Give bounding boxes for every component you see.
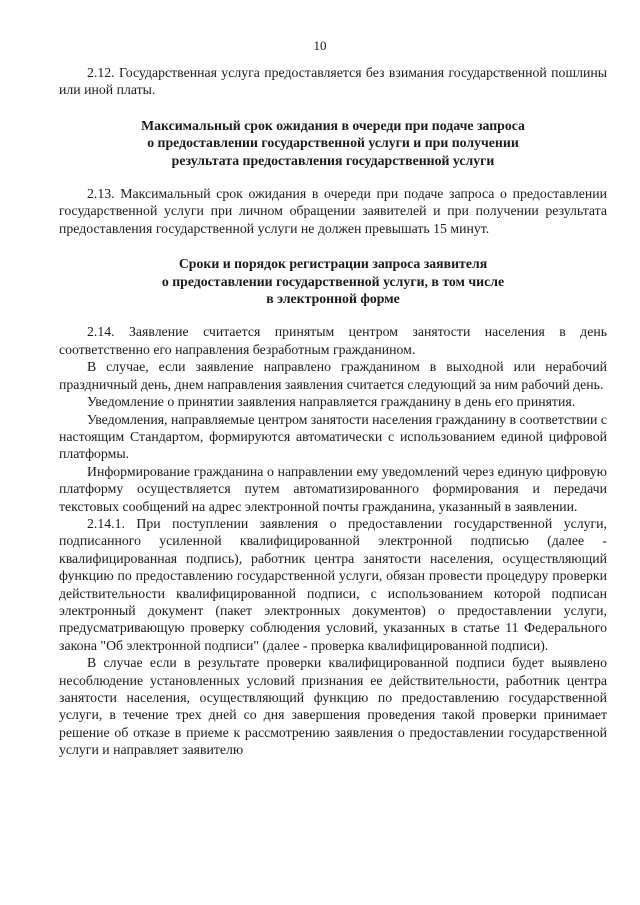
heading-line: Сроки и порядок регистрации запроса заявителя xyxy=(178,256,488,272)
paragraph-informing: Информирование гражданина о направлении ему уведомлений через единую цифровую платформу осуществляется путем автоматизированного формирования и передачи текстовых сообщений на адрес электронной почты гражданина, указанный в заявлении. xyxy=(59,463,607,514)
paragraph-check-result: В случае если в результате проверки квалифицированной подписи будет выявлено несоблюдение установленных условий признания ее действительности, работник центра занятости населения, осуществляющий функцию по предоставлению государственной услуги, в течение трех дней со дня завершения проведения такой проверки принимает решение об отказе в приеме к рассмотрению заявления о предоставлении государственной услуги и направляет заявителю xyxy=(59,655,607,758)
paragraph-2-12: 2.12. Государственная услуга предоставляется без взимания государственной пошлины или иной платы. xyxy=(59,65,607,98)
section-heading-registration xyxy=(59,255,607,307)
paragraph-weekend: В случае, если заявление направлено гражданином в выходной или нерабочий праздничный день, днем направления заявления считается следующий за ним рабочий день. xyxy=(59,359,607,392)
paragraph-notices-auto: Уведомления, направляемые центром занятости населения гражданину в соответствии с настоящим Стандартом, формируются автоматически с использованием единой цифровой платформы. xyxy=(59,411,608,462)
heading-line: в электронной форме xyxy=(266,291,400,307)
document-body xyxy=(59,64,607,759)
page-number: 10 xyxy=(313,38,327,53)
section-heading-waiting-time xyxy=(59,117,607,169)
paragraph-2-14: 2.14. Заявление считается принятым центром занятости населения в день соответственно его направления безработным гражданином. xyxy=(59,324,607,357)
heading-line: о предоставлении государственной услуги и при получении xyxy=(147,135,519,151)
paragraph-2-14-1: 2.14.1. При поступлении заявления о предоставлении государственной услуги, подписанного усиленной квалифицированной электронной подписью (далее - квалифицированная подпись), работник центра занятости населения, осуществляющий функцию по предоставлению государственной услуги, обязан провести процедуру проверки действительности квалифицированной подписи, с использованием которой подписан электронный документ (пакет электронных документов) о предоставлении услуги, предусматривающую проверку соблюдения условий, указанных в статье 11 Федерального закона "Об электронной подписи" (далее - проверка квалифицированной подписи). xyxy=(59,515,607,653)
heading-line: результата предоставления государственной услуги xyxy=(171,152,495,168)
heading-line: Максимальный срок ожидания в очереди при подаче запроса xyxy=(141,117,525,133)
heading-line: о предоставлении государственной услуги, в том числе xyxy=(161,273,505,289)
paragraph-notice: Уведомление о принятии заявления направляется гражданину в день его принятия. xyxy=(87,394,576,410)
paragraph-2-13: 2.13. Максимальный срок ожидания в очереди при подаче запроса о предоставлении государственной услуги при личном обращении заявителей и при получении результата предоставления государственной услуги не должен превышать 15 минут. xyxy=(59,186,607,236)
